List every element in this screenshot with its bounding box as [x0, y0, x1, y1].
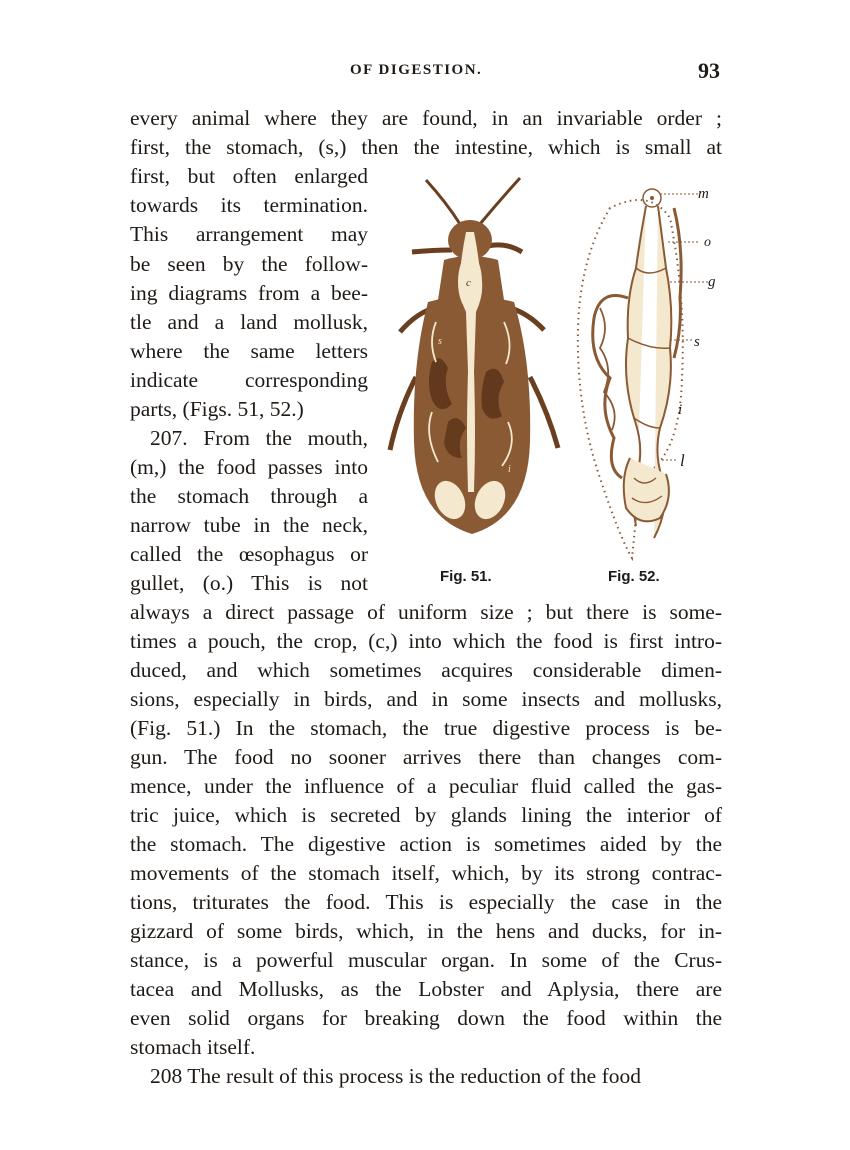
- text-line: be seen by the follow-: [130, 252, 368, 276]
- fig52-label-o: o: [704, 235, 711, 250]
- text-line: tle and a land mollusk,: [130, 310, 368, 334]
- text-line: (m,) the food passes into: [130, 455, 368, 479]
- text-line: This arrangement may: [130, 222, 368, 246]
- text-line: gullet, (o.) This is not: [130, 571, 368, 595]
- fig51-label-i: i: [508, 464, 511, 475]
- text-line: narrow tube in the neck,: [130, 513, 368, 537]
- fig51-label-c: c: [466, 277, 471, 289]
- text-line: mence, under the influence of a peculiar fluid called the gas-: [130, 774, 722, 798]
- text-line: stance, is a powerful muscular organ. In some of the Crus-: [130, 948, 722, 972]
- text-line: even solid organs for breaking down the food within the: [130, 1006, 722, 1030]
- text-line: duced, and which sometimes acquires considerable dimen-: [130, 658, 722, 682]
- text-line: stomach itself.: [130, 1035, 256, 1059]
- text-line: tric juice, which is secreted by glands lining the interior of: [130, 803, 722, 827]
- text-line: towards its termination.: [130, 193, 368, 217]
- text-line: tions, triturates the food. This is especially the case in the: [130, 890, 722, 914]
- text-line: where the same letters: [130, 339, 368, 363]
- fig52-label-s: s: [694, 334, 700, 350]
- text-line: the stomach through a: [130, 484, 368, 508]
- fig52-label-l: l: [680, 451, 685, 470]
- text-line: sions, especially in birds, and in some insects and mollusks,: [130, 687, 722, 711]
- fig51-caption: Fig. 51.: [440, 568, 492, 585]
- text-line: the stomach. The digestive action is sometimes aided by the: [130, 832, 722, 856]
- text-line: called the œsophagus or: [130, 542, 368, 566]
- text-line: (Fig. 51.) In the stomach, the true digestive process is be-: [130, 716, 722, 740]
- text-line: 207. From the mouth,: [150, 426, 368, 450]
- fig51-label-s: s: [438, 336, 442, 347]
- fig51-label-m: m: [464, 237, 472, 249]
- text-line: parts, (Figs. 51, 52.): [130, 397, 304, 421]
- text-line: every animal where they are found, in an invariable order ;: [130, 106, 722, 130]
- text-line: times a pouch, the crop, (c,) into which the food is first intro-: [130, 629, 722, 653]
- mollusk-figure: [570, 178, 730, 568]
- text-line: 208 The result of this process is the reduction of the food: [150, 1064, 642, 1088]
- beetle-figure: [382, 172, 567, 572]
- text-line: gizzard of some birds, which, in the hens and ducks, for in-: [130, 919, 722, 943]
- text-line: ing diagrams from a bee-: [130, 281, 368, 305]
- text-line: first, the stomach, (s,) then the intestine, which is small at: [130, 135, 722, 159]
- fig52-label-g: g: [708, 274, 716, 290]
- text-line: first, but often enlarged: [130, 164, 368, 188]
- running-head: OF DIGESTION.: [350, 62, 483, 78]
- text-line: movements of the stomach itself, which, by its strong contrac-: [130, 861, 722, 885]
- fig52-label-i: i: [678, 402, 683, 418]
- text-line: indicate corresponding: [130, 368, 368, 392]
- fig52-label-m: m: [698, 186, 709, 202]
- text-line: tacea and Mollusks, as the Lobster and Aplysia, there are: [130, 977, 722, 1001]
- text-line: gun. The food no sooner arrives there than changes com-: [130, 745, 722, 769]
- fig52-caption: Fig. 52.: [608, 568, 660, 585]
- text-line: always a direct passage of uniform size ; but there is some-: [130, 600, 722, 624]
- page-number: 93: [698, 58, 720, 83]
